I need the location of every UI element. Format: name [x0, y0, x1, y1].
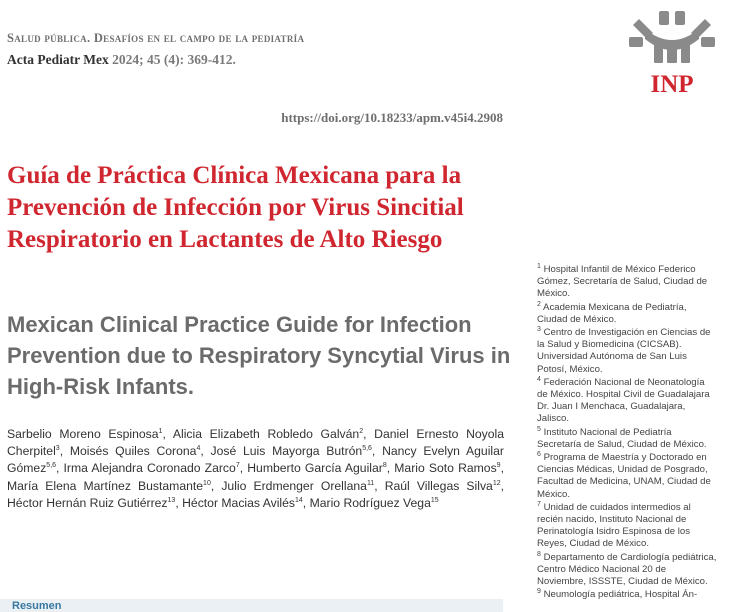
author-name: Mario Rodríguez Vega	[309, 495, 431, 510]
affiliation-number: 9	[537, 588, 541, 596]
author-affiliation-marker: 8	[382, 462, 387, 470]
author-name: Héctor Hernán Ruiz Gutiérrez	[7, 495, 168, 510]
affiliation-item	[537, 327, 717, 376]
affiliation-text: Departamento de Cardiología pediátrica, Centro Médico Nacional 20 de Noviembre, ISSSTE, Ciudad de México.	[537, 551, 717, 588]
citation-volume: 2024; 45 (4): 369-412.	[112, 52, 236, 67]
affiliation-text: Hospital Infantil de México Federico Gómez, Secretaría de Salud, Ciudad de México.	[537, 264, 708, 300]
author-affiliation-marker: 9	[496, 462, 501, 470]
affiliation-number: 4	[537, 375, 541, 383]
author-affiliation-marker: 14	[295, 496, 303, 504]
journal-section: Salud pública. Desafíos en el campo de la pediatría	[7, 31, 305, 45]
author-affiliation-marker: 1	[158, 427, 163, 435]
affiliation-item	[537, 589, 717, 601]
author-name: Héctor Macias Avilés	[182, 495, 295, 510]
author-name: Humberto García Aguilar	[247, 461, 383, 476]
inp-logo-mark	[629, 11, 715, 63]
affiliation-text: Academia Mexicana de Pediatría, Ciudad de México.	[537, 301, 687, 325]
author-affiliation-marker: 5,6	[46, 462, 57, 470]
resumen-header-bar	[0, 599, 503, 612]
author-affiliation-marker: 13	[167, 496, 176, 504]
author-name: Moisés Quiles Corona	[69, 444, 197, 459]
author-name: Raúl Villegas Silva	[384, 478, 493, 493]
author-affiliation-marker: 2	[359, 427, 364, 435]
affiliation-number: 5	[537, 425, 541, 433]
author-name: José Luis Mayorga Butrón	[210, 444, 363, 459]
author-name: Alicia Elizabeth Robledo Galván	[172, 427, 360, 441]
author-affiliation-marker: 4	[196, 445, 201, 453]
affiliation-number: 2	[537, 300, 541, 308]
inp-logo-text: INP	[650, 71, 694, 95]
article-title-spanish: Guía de Práctica Clínica Mexicana para la Prevención de Infección por Virus Sincitial Respiratorio en Lactantes de Alto Riesgo	[7, 162, 464, 253]
author-affiliation-marker: 12	[492, 479, 501, 487]
author-affiliation-marker: 3	[55, 445, 60, 453]
affiliation-text: Federación Nacional de Neonatología de México. Hospital Civil de Guadalajara Dr. Juan I Menchaca, Guadalajara, Jalisco.	[537, 376, 710, 425]
affiliation-number: 3	[537, 325, 541, 333]
affiliation-text: Unidad de cuidados intermedios al recién nacido, Instituto Nacional de Perinatología Isidro Espinosa de los Reyes, Ciudad de México.	[537, 501, 691, 550]
affiliation-item	[537, 264, 717, 301]
affiliation-number: 8	[537, 550, 541, 558]
author-affiliation-marker: 5,6	[362, 445, 372, 453]
affiliation-number: 1	[537, 262, 541, 270]
affiliations-list	[537, 264, 717, 602]
inp-logo	[629, 11, 715, 95]
affiliation-text: Centro de Investigación en Ciencias de la Salud y Biomedicina (CICSAB). Universidad Autónoma de San Luis Potosí, México.	[537, 327, 711, 375]
journal-name: Acta Pediatr Mex	[7, 52, 109, 67]
author-name: Mario Soto Ramos	[394, 461, 497, 476]
author-name: María Elena Martínez Bustamante	[7, 478, 204, 493]
affiliation-item	[537, 552, 717, 589]
doi-link[interactable]: https://doi.org/10.18233/apm.v45i4.2908	[281, 110, 503, 125]
author-affiliation-marker: 7	[235, 462, 240, 470]
journal-citation	[7, 52, 236, 68]
affiliation-item	[537, 302, 717, 326]
affiliation-item	[537, 502, 717, 551]
affiliation-item	[537, 452, 717, 501]
author-list: Sarbelio Moreno Espinosa$^1$, Alicia Elizabeth Robledo Galván$^2$, Daniel Ernesto Noyola Cherpitel$^3$, Moisés Quiles Corona$^4$, José Luis Mayorga Butrón$^{5,6}$, Nancy Evelyn Aguilar Gómez$^{5,6}$, Irma Alejandra Coronado Zarco$^7$, Humberto García Aguilar$^8$, Mario Soto Ramos$^9$, María Elena Martínez Bustamante$^{10}$, Julio Erdmenger Orellana$^{11}$, Raúl Villegas Silva$^{12}$, Héctor Hernán Ruiz Gutiérrez$^{13}$, Héctor Macias Avilés$^{14}$, Mario Rodríguez Vega$^{15}$	[7, 427, 505, 510]
author-name: Sarbelio Moreno Espinosa	[7, 427, 159, 441]
author-name: Nancy Evelyn Aguilar Gómez	[7, 444, 504, 476]
author-name: Daniel Ernesto Noyola Cherpitel	[7, 427, 505, 459]
affiliation-text: Instituto Nacional de Pediatría Secretaría de Salud, Ciudad de México.	[537, 426, 707, 450]
affiliation-item	[537, 427, 717, 451]
author-name: Julio Erdmenger Orellana	[221, 478, 367, 493]
affiliation-number: 6	[537, 450, 541, 458]
author-name: Irma Alejandra Coronado Zarco	[63, 461, 236, 476]
affiliation-text: Neumología pediátrica, Hospital Án-	[540, 589, 698, 601]
affiliation-item	[537, 377, 717, 426]
affiliation-text: Programa de Maestría y Doctorado en Ciencias Médicas, Unidad de Posgrado, Facultad de Medicina, UNAM, Ciudad de México.	[537, 452, 711, 500]
article-title-english: Mexican Clinical Practice Guide for Infection Prevention due to Respiratory Syncytial Virus in High-Risk Infants.	[7, 312, 511, 399]
resumen-heading: Resumen	[12, 600, 62, 612]
author-affiliation-marker: 11	[366, 479, 375, 487]
affiliation-number: 7	[537, 500, 541, 508]
author-affiliation-marker: 15	[430, 496, 439, 504]
author-affiliation-marker: 10	[203, 479, 211, 487]
